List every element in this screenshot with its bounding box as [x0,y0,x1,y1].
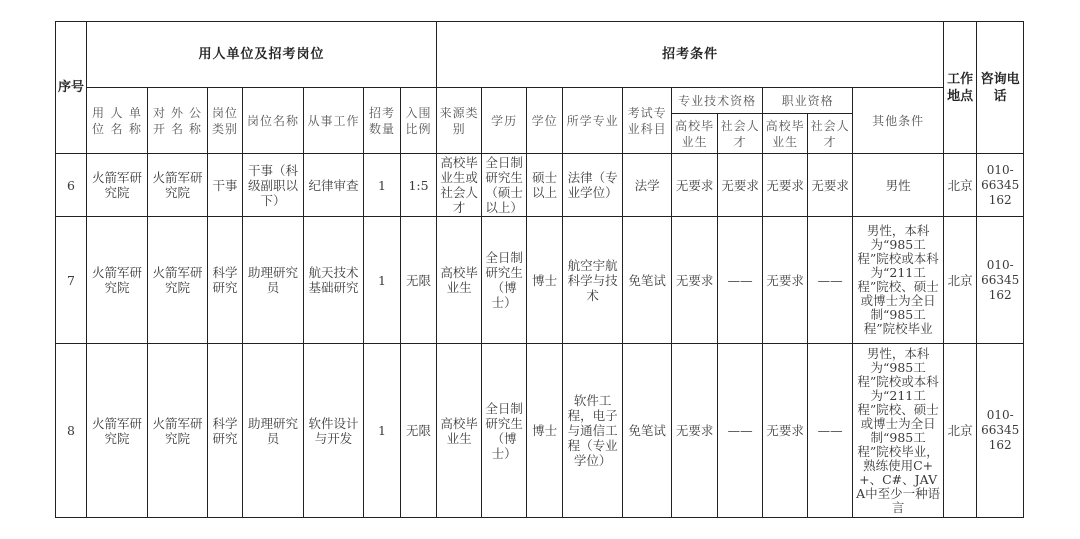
header-exam-subject: 考试专业科目 [623,88,672,154]
table-row [56,217,1024,344]
header-employer-name: 用人单位名称 [87,88,148,154]
header-seq: 序号 [56,22,87,154]
cell-degree: 博士 [527,344,563,518]
cell-degree: 博士 [527,217,563,344]
cell-career-social: —— [808,217,853,344]
cell-major: 航空宇航科学与技术 [563,217,623,344]
cell-tech-social: —— [718,217,763,344]
cell-other-wrapper [853,217,944,344]
cell-quota: 1 [364,154,401,217]
cell-location: 北京 [944,154,977,217]
header-quota: 招考数量 [364,88,401,154]
header-major: 所学专业 [563,88,623,154]
cell-tech-grad: 无要求 [672,154,718,217]
cell-exam: 免笔试 [623,344,672,518]
cell-quota: 1 [364,217,401,344]
cell-source: 高校毕业生或社会人才 [437,154,482,217]
header-group-conditions: 招考条件 [437,22,944,88]
cell-position-name: 助理研究员 [243,217,304,344]
cell-work: 航天技术基础研究 [304,217,364,344]
cell-public-name: 火箭军研究院 [148,344,208,518]
cell-phone: 010-66345162 [977,154,1024,217]
cell-other-text: 男性，本科为“985工程”院校或本科为“211工程”院校、硕士或博士为全日制“985工程”院校毕业，熟练使用C++、C#、JAVA中至少一种语言 [856,345,941,515]
cell-education: 全日制研究生（硕士以上） [482,154,527,217]
cell-major: 法律（专业学位） [563,154,623,217]
cell-source: 高校毕业生 [437,344,482,518]
cell-public-name: 火箭军研究院 [148,217,208,344]
cell-career-social: 无要求 [808,154,853,217]
cell-location: 北京 [944,344,977,518]
header-group-employer: 用人单位及招考岗位 [87,22,437,88]
cell-tech-grad: 无要求 [672,344,718,518]
cell-employer: 火箭军研究院 [87,344,148,518]
recruitment-table [55,21,1024,518]
cell-tech-grad: 无要求 [672,217,718,344]
cell-other-wrapper [853,344,944,518]
cell-career-grad: 无要求 [763,154,808,217]
header-phone: 咨询电话 [977,22,1024,154]
cell-education: 全日制研究生（博士） [482,217,527,344]
header-degree: 学位 [527,88,563,154]
cell-career-social: —— [808,344,853,518]
cell-seq: 8 [56,344,87,518]
header-position-type: 岗位类别 [208,88,243,154]
cell-public-name: 火箭军研究院 [148,154,208,217]
cell-position-name: 助理研究员 [243,344,304,518]
cell-position-type: 科学研究 [208,344,243,518]
cell-tech-social: 无要求 [718,154,763,217]
header-ratio: 入围比例 [401,88,437,154]
header-tech-qualification: 专业技术资格 [672,88,763,114]
cell-phone: 010-66345162 [977,217,1024,344]
cell-career-grad: 无要求 [763,344,808,518]
cell-ratio: 无限 [401,344,437,518]
cell-exam: 免笔试 [623,217,672,344]
cell-other-text: 男性，本科为“985工程”院校或本科为“211工程”院校、硕士或博士为全日制“985工程”院校毕业 [857,223,939,336]
cell-position-type: 科学研究 [208,217,243,344]
header-public-name: 对外公开名称 [148,88,208,154]
cell-employer: 火箭军研究院 [87,217,148,344]
cell-tech-social: —— [718,344,763,518]
cell-education: 全日制研究生（博士） [482,344,527,518]
cell-work: 纪律审查 [304,154,364,217]
header-tech-graduates: 高校毕业生 [672,114,718,154]
cell-employer: 火箭军研究院 [87,154,148,217]
table-row [56,154,1024,217]
cell-location: 北京 [944,217,977,344]
cell-work: 软件设计与开发 [304,344,364,518]
cell-other [855,218,941,342]
header-source: 来源类别 [437,88,482,154]
cell-ratio: 1:5 [401,154,437,217]
cell-phone: 010-66345162 [977,344,1024,518]
cell-other: 男性 [853,154,944,217]
cell-other [855,345,941,516]
cell-position-name: 干事（科级副职以下） [243,154,304,217]
header-work-location: 工作地点 [944,22,977,154]
header-career-qualification: 职业资格 [763,88,853,114]
cell-seq: 7 [56,217,87,344]
table-row [56,344,1024,518]
header-row-columns [56,88,1024,114]
header-work-content: 从事工作 [304,88,364,154]
cell-degree: 硕士以上 [527,154,563,217]
header-career-social: 社会人才 [808,114,853,154]
cell-ratio: 无限 [401,217,437,344]
cell-source: 高校毕业生 [437,217,482,344]
header-tech-social: 社会人才 [718,114,763,154]
cell-exam: 法学 [623,154,672,217]
header-career-graduates: 高校毕业生 [763,114,808,154]
header-education: 学历 [482,88,527,154]
cell-seq: 6 [56,154,87,217]
cell-quota: 1 [364,344,401,518]
cell-major: 软件工程，电子与通信工程（专业学位） [563,344,623,518]
header-other-conditions: 其他条件 [853,88,944,154]
cell-career-grad: 无要求 [763,217,808,344]
header-position-name: 岗位名称 [243,88,304,154]
cell-position-type: 干事 [208,154,243,217]
header-row-group [56,22,1024,88]
